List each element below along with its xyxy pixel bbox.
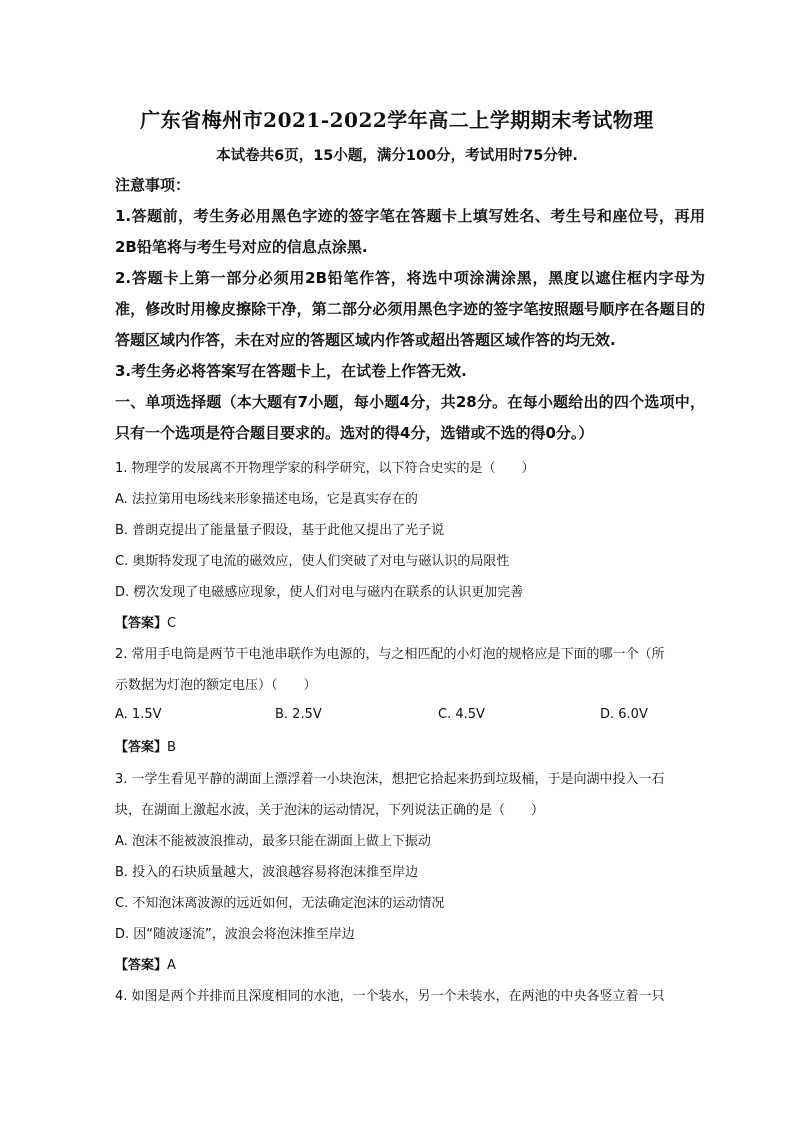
q1-stem: 1. 物理学的发展离不开物理学家的科学研究，以下符合史实的是（ ） bbox=[115, 461, 535, 476]
answer-label: 【答案】 bbox=[115, 958, 168, 973]
q1-answer-value: C bbox=[167, 616, 177, 631]
q3-option-b: B. 投入的石块质量越大，波浪越容易将泡沫推至岸边 bbox=[115, 865, 419, 880]
q3-stem-line2: 块，在湖面上激起水波，关于泡沫的运动情况，下列说法正确的是（ ） bbox=[115, 803, 545, 818]
notice-item-3: 3.考生务必将答案写在答题卡上，在试卷上作答无效. bbox=[115, 362, 467, 380]
q2-option-d: D. 6.0V bbox=[600, 707, 648, 722]
q2-answer bbox=[115, 736, 176, 755]
notice-heading: 注意事项： bbox=[115, 176, 191, 194]
q3-answer-value: A bbox=[167, 958, 176, 973]
section-1-heading: 一、单项选择题（本大题有7小题，每小题4分，共28分。在每小题给出的四个选项中，只有一个选项是符合题目要求的。选对的得4分，选错或不选的得0分。） bbox=[115, 393, 705, 442]
q2-stem-line1: 2. 常用手电筒是两节干电池串联作为电源的，与之相匹配的小灯泡的规格应是下面的哪一个（所 bbox=[115, 647, 665, 662]
q2-answer-value: B bbox=[167, 740, 176, 755]
q3-option-d: D. 因“随波逐流”，波浪会将泡沫推至岸边 bbox=[115, 927, 355, 942]
q1-option-b: B. 普朗克提出了能量量子假设，基于此他又提出了光子说 bbox=[115, 523, 445, 538]
q3-option-c: C. 不知泡沫离波源的远近如何，无法确定泡沫的运动情况 bbox=[115, 896, 445, 911]
q3-stem-line1: 3. 一学生看见平静的湖面上漂浮着一小块泡沫，想把它拾起来扔到垃圾桶，于是向湖中投入一石 bbox=[115, 772, 665, 787]
exam-title: 广东省梅州市2021-2022学年高二上学期期末考试物理 bbox=[140, 108, 654, 132]
answer-label: 【答案】 bbox=[115, 616, 168, 631]
q3-answer bbox=[115, 954, 176, 973]
notice-item-1: 1.答题前，考生务必用黑色字迹的签字笔在答题卡上填写姓名、考生号和座位号，再用2B铅笔将与考生号对应的信息点涂黑. bbox=[115, 207, 705, 256]
answer-label: 【答案】 bbox=[115, 740, 168, 755]
q4-stem-line1: 4. 如图是两个并排而且深度相同的水池，一个装水，另一个未装水，在两池的中央各竖立着一只 bbox=[115, 989, 665, 1004]
exam-subtitle: 本试卷共6页，15小题，满分100分，考试用时75分钟. bbox=[216, 148, 578, 164]
q1-option-c: C. 奥斯特发现了电流的磁效应，使人们突破了对电与磁认识的局限性 bbox=[115, 554, 510, 569]
q2-option-a: A. 1.5V bbox=[115, 707, 162, 722]
q2-option-c: C. 4.5V bbox=[438, 707, 485, 722]
q2-stem-line2: 示数据为灯泡的额定电压）（ ） bbox=[115, 678, 317, 693]
q1-option-a: A. 法拉第用电场线来形象描述电场，它是真实存在的 bbox=[115, 492, 418, 507]
q1-answer bbox=[115, 612, 176, 631]
notice-item-2: 2.答题卡上第一部分必须用2B铅笔作答，将选中项涂满涂黑，黑度以遮住框内字母为准，修改时用橡皮擦除干净，第二部分必须用黑色字迹的签字笔按照题号顺序在各题目的答题区域内作答，未在对应的答题区域内作答或超出答题区域作答的均无效. bbox=[115, 269, 705, 349]
q2-option-b: B. 2.5V bbox=[275, 707, 322, 722]
q3-option-a: A. 泡沫不能被波浪推动，最多只能在湖面上做上下振动 bbox=[115, 834, 431, 849]
q1-option-d: D. 楞次发现了电磁感应现象，使人们对电与磁内在联系的认识更加完善 bbox=[115, 585, 524, 600]
